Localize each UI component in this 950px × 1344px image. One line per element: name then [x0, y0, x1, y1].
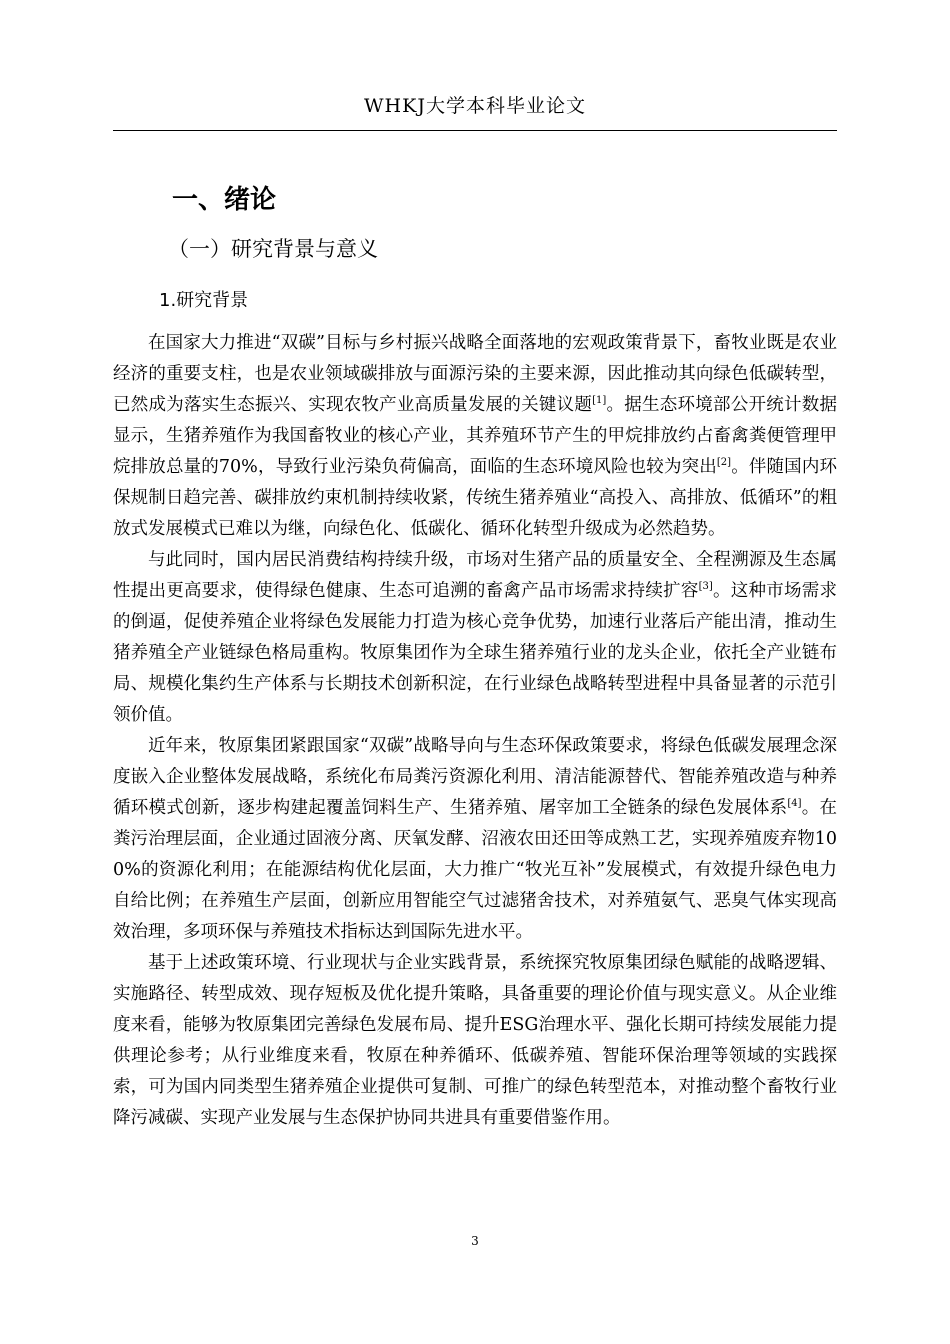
citation-marker: [3] [698, 581, 713, 593]
page-header-title: WHKJ大学本科毕业论文 [364, 95, 586, 117]
page-number: 3 [471, 1234, 479, 1248]
section-heading: （一）研究背景与意义 [168, 237, 378, 261]
header-divider [113, 130, 837, 131]
chapter-heading: 一、绪论 [172, 185, 277, 215]
body-paragraph [113, 328, 837, 545]
citation-marker: [1] [592, 395, 607, 407]
paragraph-text: 。这种市场需求的倒逼，促使养殖企业将绿色发展能力打造为核心竞争优势，加速行业落后产能出清，推动生猪养殖全产业链绿色格局重构。牧原集团作为全球生猪养殖行业的龙头企业，依托全产业链布局、规模化集约生产体系与长期技术创新积淀，在行业绿色战略转型进程中具备显著的示范引领价值。 [113, 581, 838, 725]
paragraph-text: 近年来，牧原集团紧跟国家“双碳”战略导向与生态环保政策要求，将绿色低碳发展理念深度嵌入企业整体发展战略，系统化布局粪污资源化利用、清洁能源替代、智能养殖改造与种养循环模式创新，逐步构建起覆盖饲料生产、生猪养殖、屠宰加工全链条的绿色发展体系 [113, 736, 837, 818]
body-paragraph [113, 545, 837, 731]
paragraph-text: 在国家大力推进“双碳”目标与乡村振兴战略全面落地的宏观政策背景下，畜牧业既是农业经济的重要支柱，也是农业领域碳排放与面源污染的主要来源，因此推动其向绿色低碳转型，已然成为落实生态振兴、实现农牧产业高质量发展的关键议题 [113, 333, 837, 415]
citation-marker: [4] [787, 798, 802, 810]
paragraph-text: 与此同时，国内居民消费结构持续升级，市场对生猪产品的质量安全、全程溯源及生态属性提出更高要求，使得绿色健康、生态可追溯的畜禽产品市场需求持续扩容 [113, 550, 837, 601]
subsection-heading: 1.研究背景 [159, 290, 249, 311]
paragraph-text: 。据生态环境部公开统计数据显示，生猪养殖作为我国畜牧业的核心产业，其养殖环节产生的甲烷排放约占畜禽粪便管理甲烷排放总量的70%，导致行业污染负荷偏高，面临的生态环境风险也较为突出 [113, 395, 838, 477]
paragraph-text: 。在粪污治理层面，企业通过固液分离、厌氧发酵、沼液农田还田等成熟工艺，实现养殖废弃物100%的资源化利用；在能源结构优化层面，大力推广“牧光互补”发展模式，有效提升绿色电力自给比例；在养殖生产层面，创新应用智能空气过滤猪舍技术，对养殖氨气、恶臭气体实现高效治理，多项环保与养殖技术指标达到国际先进水平。 [113, 798, 838, 942]
body-paragraph [113, 731, 837, 948]
paragraph-text: 基于上述政策环境、行业现状与企业实践背景，系统探究牧原集团绿色赋能的战略逻辑、实施路径、转型成效、现存短板及优化提升策略，具备重要的理论价值与现实意义。从企业维度来看，能够为牧原集团完善绿色发展布局、提升ESG治理水平、强化长期可持续发展能力提供理论参考；从行业维度来看，牧原在种养循环、低碳养殖、智能环保治理等领域的实践探索，可为国内同类型生猪养殖企业提供可复制、可推广的绿色转型范本，对推动整个畜牧行业降污减碳、实现产业发展与生态保护协同共进具有重要借鉴作用。 [113, 953, 837, 1128]
body-paragraph [113, 948, 837, 1134]
citation-marker: [2] [716, 457, 732, 469]
paragraph-text: 。伴随国内环保规制日趋完善、碳排放约束机制持续收紧，传统生猪养殖业“高投入、高排放、低循环”的粗放式发展模式已难以为继，向绿色化、低碳化、循环化转型升级成为必然趋势。 [113, 457, 837, 539]
body-text [113, 328, 837, 1134]
